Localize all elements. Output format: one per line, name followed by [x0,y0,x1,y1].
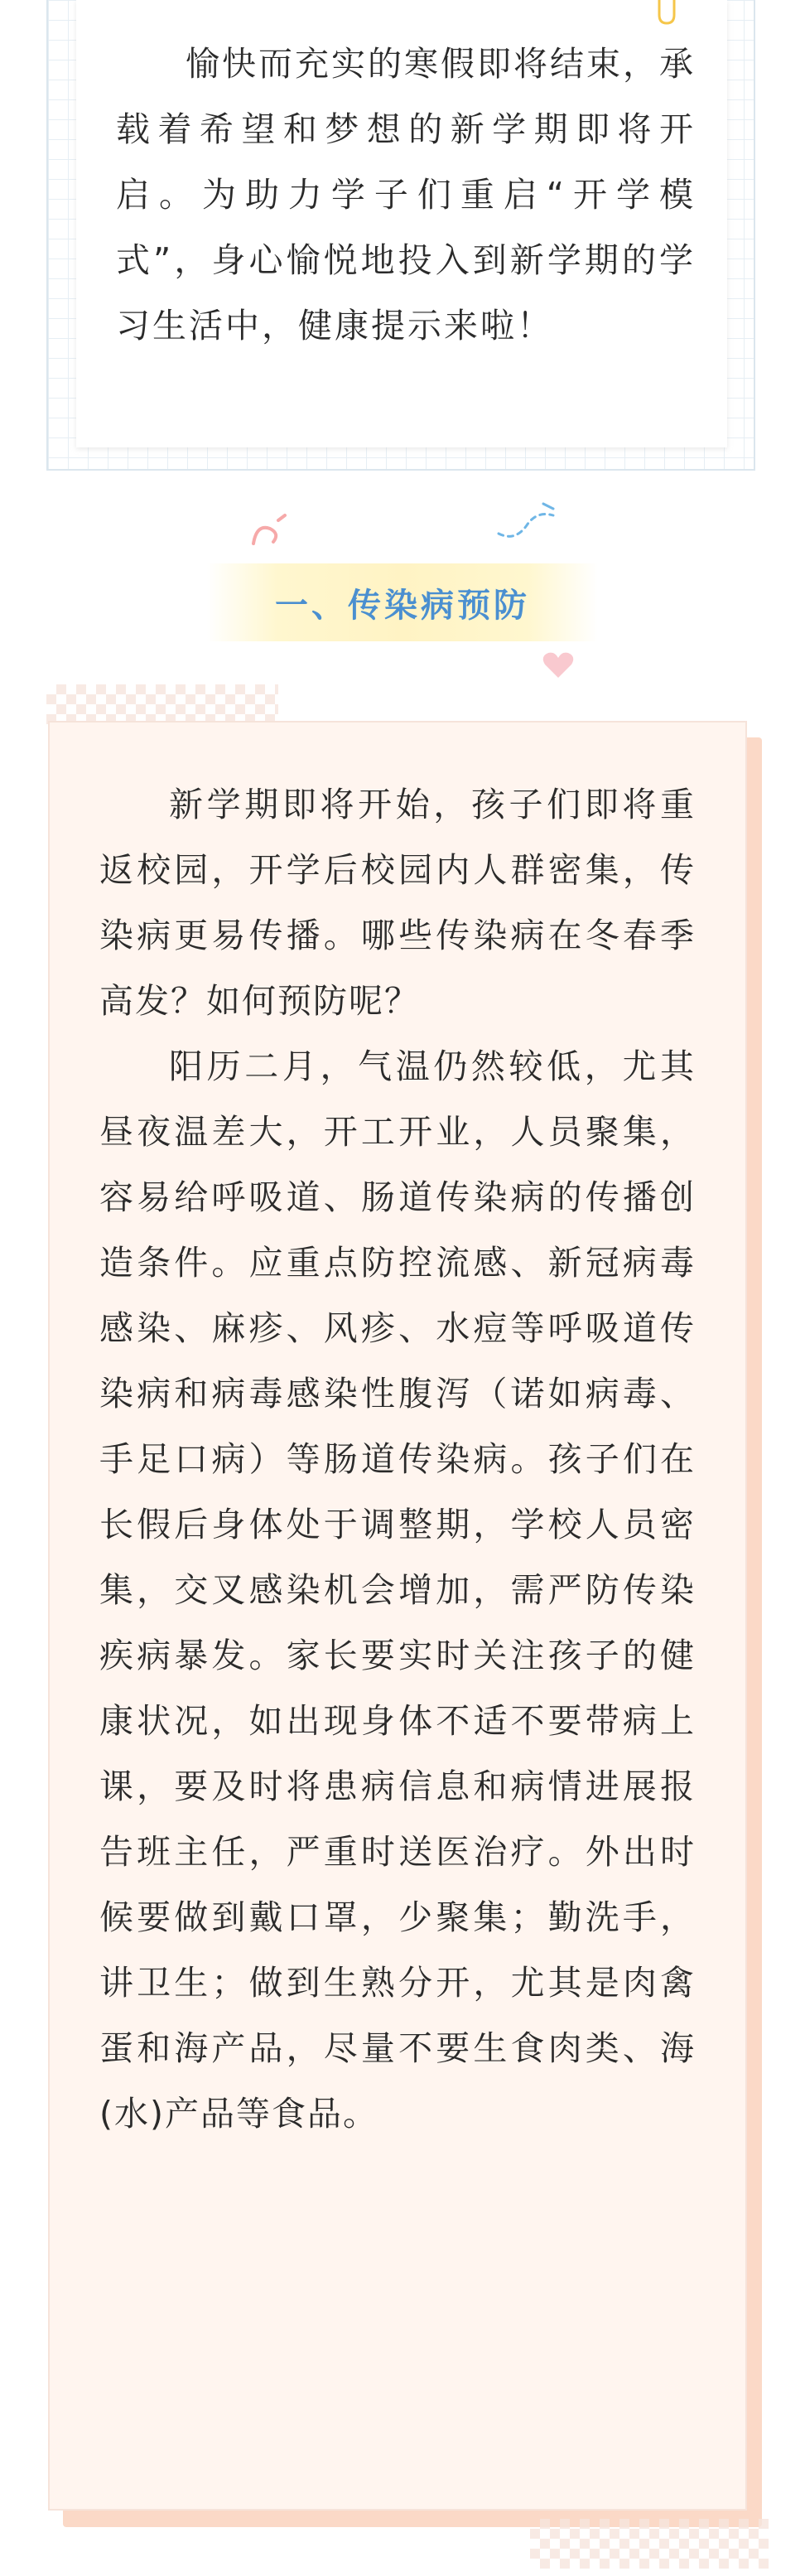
section-title: 一、传染病预防 [275,586,530,625]
intro-grid-card [46,0,755,471]
content-card [48,721,747,2511]
paragraph-2: 阳历二月，气温仍然较低，尤其昼夜温差大，开工开业，人员聚集，容易给呼吸道、肠道传染病的传播创造条件。应重点防控流感、新冠病毒感染、麻疹、风疹、水痘等呼吸道传染病和病毒感染性腹泻（诺如病毒、手足口病）等肠道传染病。孩子们在长假后身体处于调整期，学校人员密集，交叉感染机会增加，需严防传染疾病暴发。家长要实时关注孩子的健康状况，如出现身体不适不要带病上课，要及时将患病信息和病情进展报告班主任，严重时送医治疗。外出时候要做到戴口罩，少聚集；勤洗手，讲卫生；做到生熟分开，尤其是肉禽蛋和海产品，尽量不要生食肉类、海(水)产品等食品。 [99,1046,696,2134]
content-body [99,772,696,2147]
intro-text: 愉快而充实的寒假即将结束，承载着希望和梦想的新学期即将开启。为助力学子们重启“开学模式”，身心愉悦地投入到新学期的学习生活中，健康提示来啦！ [116,44,696,346]
checker-decoration-top [46,684,278,724]
section-header [207,563,598,641]
paper-clip-icon [654,0,679,27]
paragraph-1: 新学期即将开始，孩子们即将重返校园，开学后校园内人群密集，传染病更易传播。哪些传染病在冬春季高发？如何预防呢？ [99,785,696,1021]
heart-icon [542,651,575,679]
checker-decoration-bottom [530,2519,769,2569]
pink-swirl-icon [248,512,290,550]
intro-paper [76,0,727,447]
blue-dashed-swirl-icon [494,497,560,547]
